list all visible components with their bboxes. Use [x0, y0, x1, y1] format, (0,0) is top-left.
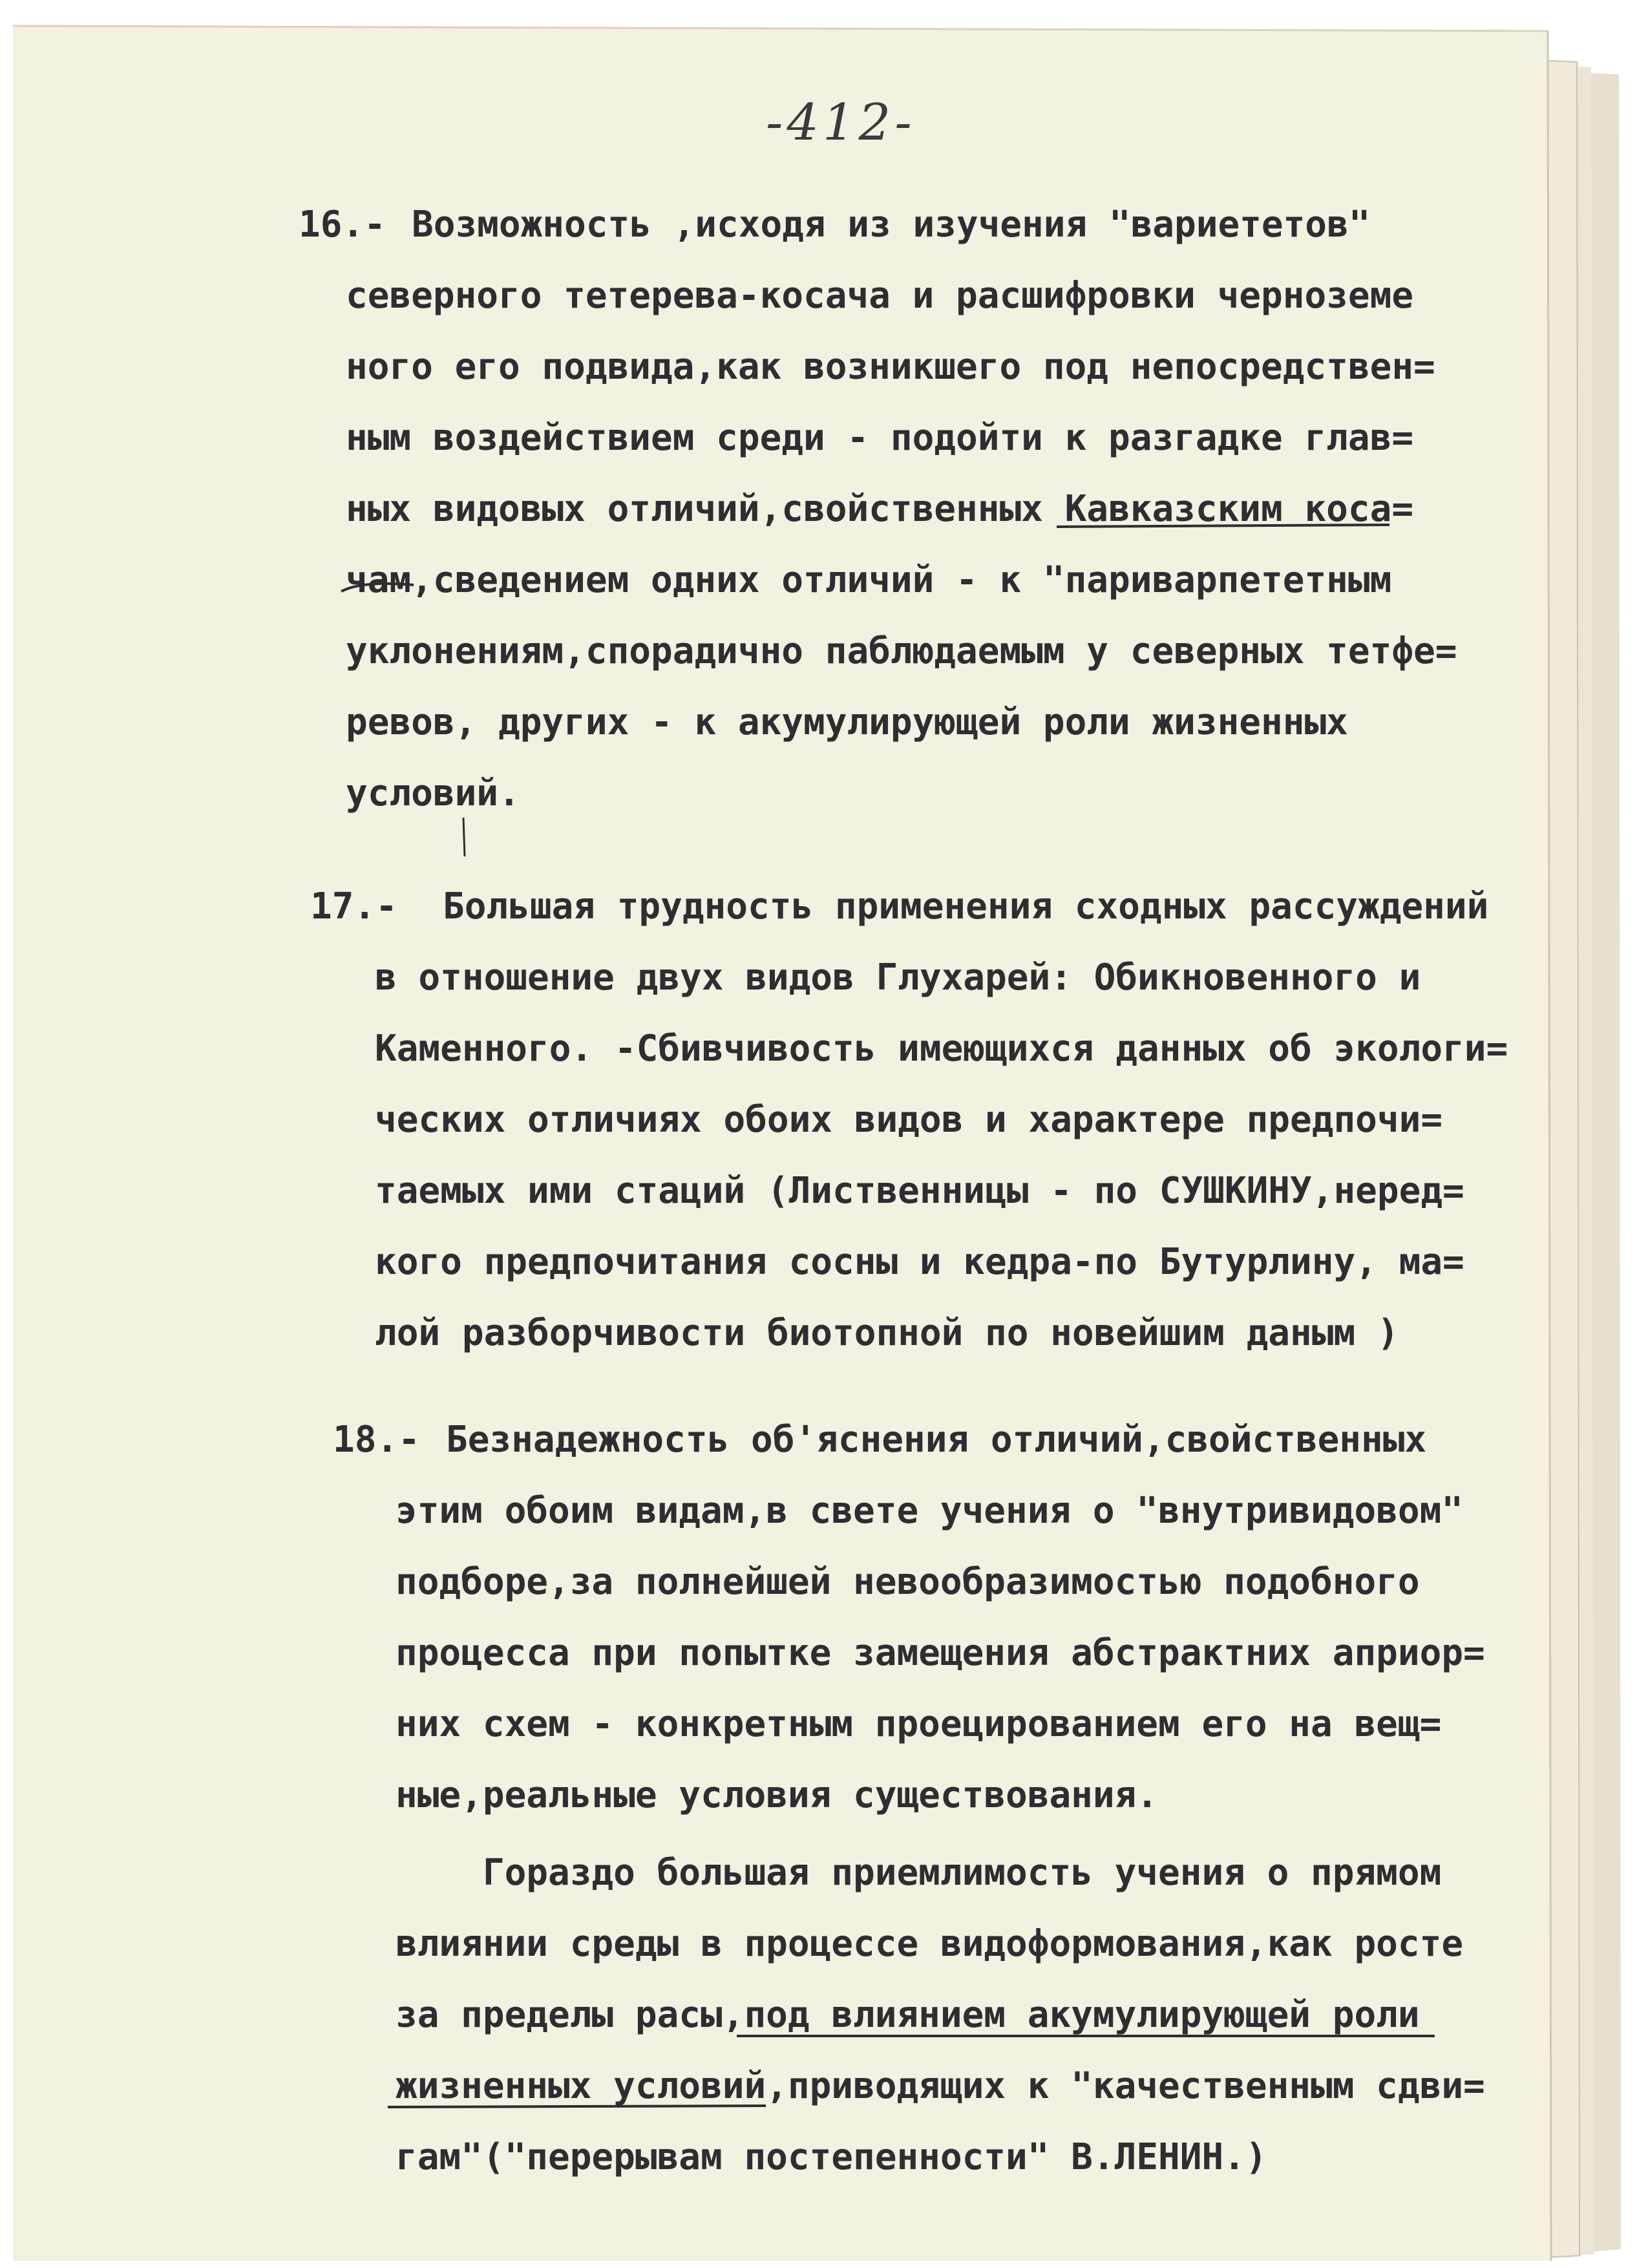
text-line: ного его подвида,как возникшего под непосредствен=: [346, 346, 1435, 388]
underline-mark: [388, 2106, 766, 2107]
underline-mark: [341, 584, 414, 591]
pen-tick-mark: [463, 818, 465, 856]
text-line: ным воздействием среди - подойти к разгадке глав=: [346, 417, 1414, 459]
text-line: влиянии среды в процессе видоформования,как росте: [396, 1923, 1464, 1965]
text-line: северного тетерева-косача и расшифровки черноземе: [346, 275, 1414, 317]
text-line: жизненных условий,приводящих к "качественным сдви=: [396, 2065, 1485, 2107]
text-line: ревов, других - к акумулирующей роли жизненных: [346, 701, 1348, 743]
text-line: таемых ими стаций (Лиственницы - по СУШКИНУ,неред=: [375, 1170, 1464, 1212]
text-line: Гораздо большая приемлимость учения о прямом: [396, 1852, 1442, 1894]
text-line: уклонениям,спорадично паблюдаемым у северных тетфе=: [346, 630, 1457, 672]
text-line: Каменного. -Сбивчивость имеющихся данных об экологи=: [375, 1028, 1508, 1070]
text-line: Безнадежность об'яснения отличий,свойственных: [446, 1419, 1427, 1461]
text-line: Большая трудность применения сходных рассуждений: [443, 885, 1489, 927]
text-line: ных видовых отличий,свойственных Кавказским коса=: [346, 488, 1414, 530]
text-line: кого предпочитания сосны и кедра-по Бутурлину, ма=: [375, 1241, 1464, 1283]
text-line: чам,сведением одних отличий - к "париварпететным: [346, 559, 1392, 601]
text-line: Возможность ,исходя из изучения "вариететов": [412, 204, 1371, 246]
underline-mark: [1057, 525, 1389, 527]
page-number: -412-: [766, 94, 916, 152]
text-line: процесса при попытке замещения абстрактних априор=: [396, 1632, 1485, 1674]
paragraph-number: 18.-: [333, 1419, 420, 1461]
text-line: условий.: [346, 772, 520, 814]
text-line: гам"("перерывам постепенности" В.ЛЕНИН.): [396, 2136, 1267, 2178]
text-line: ческих отличиях обоих видов и характере предпочи=: [375, 1099, 1443, 1141]
text-line: ные,реальные условия существования.: [396, 1774, 1159, 1816]
text-line: подборе,за полнейшей невообразимостью подобного: [396, 1561, 1420, 1603]
text-line: них схем - конкретным проецированием его на вещ=: [396, 1703, 1442, 1745]
paragraph-number: 17.-: [310, 885, 397, 927]
text-line: этим обоим видам,в свете учения о "внутривидовом": [396, 1490, 1464, 1532]
text-line: за пределы расы,под влиянием акумулирующей роли: [396, 1994, 1420, 2036]
text-line: в отношение двух видов Глухарей: Обикновенного и: [375, 957, 1421, 999]
text-line: лой разборчивости биотопной по новейшим даным ): [375, 1312, 1399, 1354]
paragraph-number: 16.-: [299, 204, 386, 246]
